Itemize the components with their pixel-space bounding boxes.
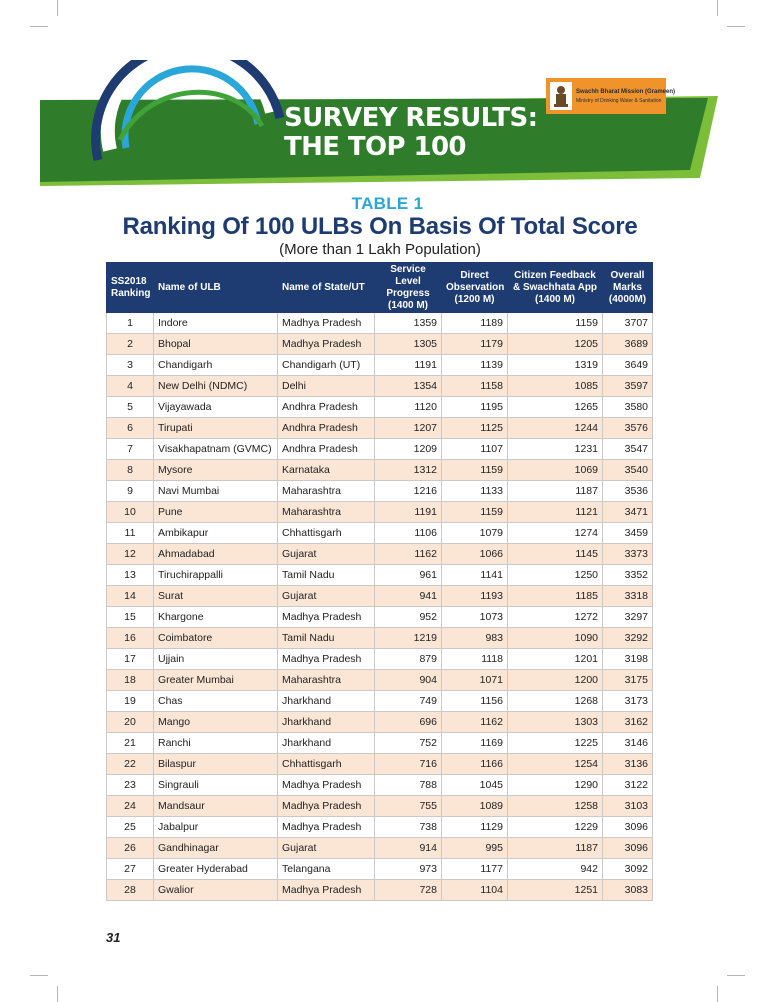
cell-state: Madhya Pradesh xyxy=(278,817,375,838)
cell-rank: 20 xyxy=(107,712,154,733)
cell-citizen-feedback: 1229 xyxy=(508,817,603,838)
cell-direct-observation: 1179 xyxy=(442,334,508,355)
header-ulb-name: Name of ULB xyxy=(154,263,278,313)
cell-state: Andhra Pradesh xyxy=(278,397,375,418)
cell-overall-marks: 3096 xyxy=(603,838,653,859)
cell-direct-observation: 1159 xyxy=(442,502,508,523)
cell-ulb-name: Coimbatore xyxy=(154,628,278,649)
cell-state: Karnataka xyxy=(278,460,375,481)
cell-ulb-name: Ranchi xyxy=(154,733,278,754)
cell-service-level: 749 xyxy=(375,691,442,712)
table-row xyxy=(107,775,653,796)
cell-citizen-feedback: 1145 xyxy=(508,544,603,565)
cell-rank: 23 xyxy=(107,775,154,796)
header-service-line: (1400 M) xyxy=(387,299,428,311)
cell-state: Jharkhand xyxy=(278,691,375,712)
crop-mark xyxy=(57,0,58,16)
cell-ulb-name: Chandigarh xyxy=(154,355,278,376)
header-service-level xyxy=(375,263,442,313)
cell-ulb-name: Khargone xyxy=(154,607,278,628)
cell-state: Gujarat xyxy=(278,586,375,607)
cell-citizen-feedback: 1121 xyxy=(508,502,603,523)
cell-state: Tamil Nadu xyxy=(278,628,375,649)
table-row xyxy=(107,376,653,397)
cell-ulb-name: Mandsaur xyxy=(154,796,278,817)
table-row xyxy=(107,670,653,691)
cell-state: Maharashtra xyxy=(278,481,375,502)
header-direct-line: (1200 M) xyxy=(454,293,495,305)
cell-overall-marks: 3580 xyxy=(603,397,653,418)
cell-state: Andhra Pradesh xyxy=(278,418,375,439)
cell-citizen-feedback: 1258 xyxy=(508,796,603,817)
cell-direct-observation: 1125 xyxy=(442,418,508,439)
cell-overall-marks: 3352 xyxy=(603,565,653,586)
cell-direct-observation: 1193 xyxy=(442,586,508,607)
cell-overall-marks: 3540 xyxy=(603,460,653,481)
cell-state: Jharkhand xyxy=(278,733,375,754)
cell-service-level: 728 xyxy=(375,880,442,901)
cell-service-level: 1120 xyxy=(375,397,442,418)
cell-overall-marks: 3096 xyxy=(603,817,653,838)
cell-overall-marks: 3103 xyxy=(603,796,653,817)
cell-direct-observation: 1089 xyxy=(442,796,508,817)
cell-ulb-name: Mysore xyxy=(154,460,278,481)
header-state: Name of State/UT xyxy=(278,263,375,313)
cell-rank: 7 xyxy=(107,439,154,460)
cell-rank: 9 xyxy=(107,481,154,502)
header-service-line: Progress xyxy=(386,287,430,299)
cell-citizen-feedback: 1254 xyxy=(508,754,603,775)
cell-direct-observation: 1189 xyxy=(442,313,508,334)
cell-rank: 28 xyxy=(107,880,154,901)
cell-direct-observation: 1195 xyxy=(442,397,508,418)
cell-state: Madhya Pradesh xyxy=(278,880,375,901)
cell-state: Chandigarh (UT) xyxy=(278,355,375,376)
cell-state: Madhya Pradesh xyxy=(278,649,375,670)
cell-ulb-name: Tiruchirappalli xyxy=(154,565,278,586)
ministry-logo xyxy=(546,78,676,114)
cell-rank: 10 xyxy=(107,502,154,523)
page-number: 31 xyxy=(106,930,121,945)
cell-service-level: 1162 xyxy=(375,544,442,565)
cell-ulb-name: Tirupati xyxy=(154,418,278,439)
cell-rank: 14 xyxy=(107,586,154,607)
cell-ulb-name: Chas xyxy=(154,691,278,712)
table-row xyxy=(107,502,653,523)
cell-direct-observation: 1162 xyxy=(442,712,508,733)
table-row xyxy=(107,628,653,649)
table-row xyxy=(107,313,653,334)
cell-citizen-feedback: 942 xyxy=(508,859,603,880)
cell-overall-marks: 3471 xyxy=(603,502,653,523)
cell-citizen-feedback: 1159 xyxy=(508,313,603,334)
cell-overall-marks: 3689 xyxy=(603,334,653,355)
cell-ulb-name: Pune xyxy=(154,502,278,523)
cell-service-level: 1106 xyxy=(375,523,442,544)
cell-rank: 8 xyxy=(107,460,154,481)
cell-overall-marks: 3092 xyxy=(603,859,653,880)
table-row xyxy=(107,607,653,628)
cell-overall-marks: 3318 xyxy=(603,586,653,607)
cell-state: Jharkhand xyxy=(278,712,375,733)
header-direct-line: Direct xyxy=(460,269,489,281)
cell-overall-marks: 3292 xyxy=(603,628,653,649)
cell-citizen-feedback: 1290 xyxy=(508,775,603,796)
cell-citizen-feedback: 1187 xyxy=(508,838,603,859)
header-direct-observation xyxy=(442,263,508,313)
cell-direct-observation: 1073 xyxy=(442,607,508,628)
cell-overall-marks: 3198 xyxy=(603,649,653,670)
cell-direct-observation: 1071 xyxy=(442,670,508,691)
national-emblem-icon xyxy=(550,82,572,110)
header-overall-line: Marks xyxy=(613,281,642,293)
cell-service-level: 904 xyxy=(375,670,442,691)
cell-state: Tamil Nadu xyxy=(278,565,375,586)
cell-overall-marks: 3649 xyxy=(603,355,653,376)
header-citizen-line: & Swachhata App xyxy=(512,281,598,293)
cell-service-level: 716 xyxy=(375,754,442,775)
cell-citizen-feedback: 1319 xyxy=(508,355,603,376)
table-row xyxy=(107,481,653,502)
cell-state: Chhattisgarh xyxy=(278,754,375,775)
cell-service-level: 1209 xyxy=(375,439,442,460)
cell-citizen-feedback: 1200 xyxy=(508,670,603,691)
table-row xyxy=(107,712,653,733)
cell-service-level: 1359 xyxy=(375,313,442,334)
cell-direct-observation: 1107 xyxy=(442,439,508,460)
cell-service-level: 961 xyxy=(375,565,442,586)
cell-direct-observation: 1166 xyxy=(442,754,508,775)
crop-mark xyxy=(727,26,745,27)
crop-mark xyxy=(30,26,48,27)
cell-citizen-feedback: 1187 xyxy=(508,481,603,502)
cell-service-level: 1207 xyxy=(375,418,442,439)
header-citizen-feedback xyxy=(508,263,603,313)
cell-ulb-name: Ujjain xyxy=(154,649,278,670)
header-direct-line: Observation xyxy=(446,281,505,293)
cell-ulb-name: Greater Hyderabad xyxy=(154,859,278,880)
table-row xyxy=(107,859,653,880)
cell-overall-marks: 3547 xyxy=(603,439,653,460)
cell-state: Gujarat xyxy=(278,544,375,565)
cell-citizen-feedback: 1265 xyxy=(508,397,603,418)
table-row xyxy=(107,880,653,901)
cell-rank: 22 xyxy=(107,754,154,775)
cell-citizen-feedback: 1231 xyxy=(508,439,603,460)
cell-rank: 24 xyxy=(107,796,154,817)
table-row xyxy=(107,397,653,418)
cell-overall-marks: 3175 xyxy=(603,670,653,691)
cell-service-level: 1312 xyxy=(375,460,442,481)
cell-citizen-feedback: 1274 xyxy=(508,523,603,544)
header-service-line: Service Level xyxy=(390,263,426,287)
cell-ulb-name: Gandhinagar xyxy=(154,838,278,859)
cell-state: Andhra Pradesh xyxy=(278,439,375,460)
cell-overall-marks: 3162 xyxy=(603,712,653,733)
table-row xyxy=(107,460,653,481)
cell-rank: 27 xyxy=(107,859,154,880)
crop-mark xyxy=(717,0,718,16)
cell-service-level: 1191 xyxy=(375,502,442,523)
cell-rank: 21 xyxy=(107,733,154,754)
cell-citizen-feedback: 1090 xyxy=(508,628,603,649)
cell-rank: 3 xyxy=(107,355,154,376)
cell-overall-marks: 3136 xyxy=(603,754,653,775)
cell-rank: 16 xyxy=(107,628,154,649)
cell-rank: 18 xyxy=(107,670,154,691)
cell-state: Telangana xyxy=(278,859,375,880)
cell-citizen-feedback: 1085 xyxy=(508,376,603,397)
cell-direct-observation: 1079 xyxy=(442,523,508,544)
cell-rank: 6 xyxy=(107,418,154,439)
table-row xyxy=(107,565,653,586)
cell-direct-observation: 1118 xyxy=(442,649,508,670)
cell-overall-marks: 3707 xyxy=(603,313,653,334)
cell-citizen-feedback: 1244 xyxy=(508,418,603,439)
cell-ulb-name: Singrauli xyxy=(154,775,278,796)
cell-direct-observation: 1177 xyxy=(442,859,508,880)
cell-rank: 1 xyxy=(107,313,154,334)
crop-mark xyxy=(30,975,48,976)
table-row xyxy=(107,754,653,775)
cell-overall-marks: 3459 xyxy=(603,523,653,544)
cell-rank: 12 xyxy=(107,544,154,565)
cell-rank: 11 xyxy=(107,523,154,544)
cell-direct-observation: 1104 xyxy=(442,880,508,901)
cell-citizen-feedback: 1251 xyxy=(508,880,603,901)
cell-direct-observation: 1158 xyxy=(442,376,508,397)
cell-service-level: 879 xyxy=(375,649,442,670)
cell-state: Madhya Pradesh xyxy=(278,313,375,334)
cell-rank: 4 xyxy=(107,376,154,397)
cell-overall-marks: 3122 xyxy=(603,775,653,796)
crop-mark xyxy=(57,986,58,1002)
cell-service-level: 1191 xyxy=(375,355,442,376)
cell-ulb-name: Vijayawada xyxy=(154,397,278,418)
cell-ulb-name: Gwalior xyxy=(154,880,278,901)
cell-direct-observation: 1066 xyxy=(442,544,508,565)
cell-state: Chhattisgarh xyxy=(278,523,375,544)
cell-citizen-feedback: 1201 xyxy=(508,649,603,670)
cell-rank: 5 xyxy=(107,397,154,418)
cell-ulb-name: New Delhi (NDMC) xyxy=(154,376,278,397)
table-row xyxy=(107,817,653,838)
cell-citizen-feedback: 1069 xyxy=(508,460,603,481)
cell-overall-marks: 3297 xyxy=(603,607,653,628)
logo-text-mission: Swachh Bharat Mission (Grameen) xyxy=(576,89,676,95)
cell-rank: 13 xyxy=(107,565,154,586)
cell-direct-observation: 1129 xyxy=(442,817,508,838)
cell-rank: 15 xyxy=(107,607,154,628)
table-row xyxy=(107,439,653,460)
table-row xyxy=(107,355,653,376)
cell-ulb-name: Navi Mumbai xyxy=(154,481,278,502)
cell-service-level: 738 xyxy=(375,817,442,838)
table-row xyxy=(107,418,653,439)
cell-service-level: 914 xyxy=(375,838,442,859)
table-row xyxy=(107,544,653,565)
cell-direct-observation: 1139 xyxy=(442,355,508,376)
cell-service-level: 752 xyxy=(375,733,442,754)
cell-direct-observation: 1156 xyxy=(442,691,508,712)
cell-state: Madhya Pradesh xyxy=(278,607,375,628)
cell-state: Madhya Pradesh xyxy=(278,775,375,796)
cell-service-level: 788 xyxy=(375,775,442,796)
cell-service-level: 696 xyxy=(375,712,442,733)
header-citizen-line: (1400 M) xyxy=(534,293,575,305)
banner-title xyxy=(284,104,537,162)
table-row xyxy=(107,733,653,754)
cell-rank: 17 xyxy=(107,649,154,670)
cell-state: Delhi xyxy=(278,376,375,397)
cell-ulb-name: Mango xyxy=(154,712,278,733)
cell-direct-observation: 1045 xyxy=(442,775,508,796)
cell-ulb-name: Ahmadabad xyxy=(154,544,278,565)
cell-state: Madhya Pradesh xyxy=(278,334,375,355)
page-subtitle: (More than 1 Lakh Population) xyxy=(279,241,481,258)
cell-direct-observation: 1133 xyxy=(442,481,508,502)
cell-citizen-feedback: 1272 xyxy=(508,607,603,628)
cell-overall-marks: 3083 xyxy=(603,880,653,901)
table-row xyxy=(107,586,653,607)
cell-overall-marks: 3373 xyxy=(603,544,653,565)
cell-service-level: 1305 xyxy=(375,334,442,355)
cell-overall-marks: 3173 xyxy=(603,691,653,712)
table-header-row xyxy=(107,263,653,313)
cell-state: Maharashtra xyxy=(278,670,375,691)
cell-state: Maharashtra xyxy=(278,502,375,523)
crop-mark xyxy=(717,986,718,1002)
banner-title-line2: THE TOP 100 xyxy=(284,132,466,162)
cell-ulb-name: Indore xyxy=(154,313,278,334)
crop-mark xyxy=(727,975,745,976)
cell-rank: 26 xyxy=(107,838,154,859)
table-label: TABLE 1 xyxy=(351,194,424,213)
cell-service-level: 1219 xyxy=(375,628,442,649)
cell-direct-observation: 1169 xyxy=(442,733,508,754)
header-overall-line: Overall xyxy=(610,269,645,281)
cell-rank: 19 xyxy=(107,691,154,712)
cell-overall-marks: 3146 xyxy=(603,733,653,754)
table-row xyxy=(107,334,653,355)
cell-ulb-name: Surat xyxy=(154,586,278,607)
banner-title-line1: SURVEY RESULTS: xyxy=(284,103,538,133)
cell-rank: 2 xyxy=(107,334,154,355)
cell-direct-observation: 983 xyxy=(442,628,508,649)
logo-text-ministry: Ministry of Drinking Water & Sanitation xyxy=(576,98,662,104)
header-rank-line: Ranking xyxy=(111,287,151,299)
cell-direct-observation: 995 xyxy=(442,838,508,859)
cell-direct-observation: 1159 xyxy=(442,460,508,481)
table-row xyxy=(107,796,653,817)
cell-overall-marks: 3536 xyxy=(603,481,653,502)
cell-citizen-feedback: 1250 xyxy=(508,565,603,586)
cell-ulb-name: Bilaspur xyxy=(154,754,278,775)
table-row xyxy=(107,523,653,544)
header-citizen-line: Citizen Feedback xyxy=(514,269,596,281)
cell-ulb-name: Bhopal xyxy=(154,334,278,355)
cell-ulb-name: Ambikapur xyxy=(154,523,278,544)
table-row xyxy=(107,838,653,859)
cell-citizen-feedback: 1225 xyxy=(508,733,603,754)
cell-state: Gujarat xyxy=(278,838,375,859)
cell-state: Madhya Pradesh xyxy=(278,796,375,817)
cell-citizen-feedback: 1205 xyxy=(508,334,603,355)
cell-service-level: 1216 xyxy=(375,481,442,502)
header-overall-marks xyxy=(603,263,653,313)
cell-service-level: 941 xyxy=(375,586,442,607)
cell-overall-marks: 3576 xyxy=(603,418,653,439)
header-rank xyxy=(107,263,154,313)
cell-citizen-feedback: 1268 xyxy=(508,691,603,712)
cell-ulb-name: Greater Mumbai xyxy=(154,670,278,691)
cell-citizen-feedback: 1303 xyxy=(508,712,603,733)
table-row xyxy=(107,649,653,670)
cell-service-level: 973 xyxy=(375,859,442,880)
cell-direct-observation: 1141 xyxy=(442,565,508,586)
page-title: Ranking Of 100 ULBs On Basis Of Total Score xyxy=(122,213,638,240)
cell-service-level: 952 xyxy=(375,607,442,628)
header-overall-line: (4000M) xyxy=(608,293,647,305)
cell-service-level: 755 xyxy=(375,796,442,817)
ranking-table xyxy=(106,262,653,901)
table-row xyxy=(107,691,653,712)
cell-overall-marks: 3597 xyxy=(603,376,653,397)
header-rank-line: SS2018 xyxy=(111,275,147,287)
cell-ulb-name: Jabalpur xyxy=(154,817,278,838)
cell-ulb-name: Visakhapatnam (GVMC) xyxy=(154,439,278,460)
cell-citizen-feedback: 1185 xyxy=(508,586,603,607)
cell-service-level: 1354 xyxy=(375,376,442,397)
cell-rank: 25 xyxy=(107,817,154,838)
